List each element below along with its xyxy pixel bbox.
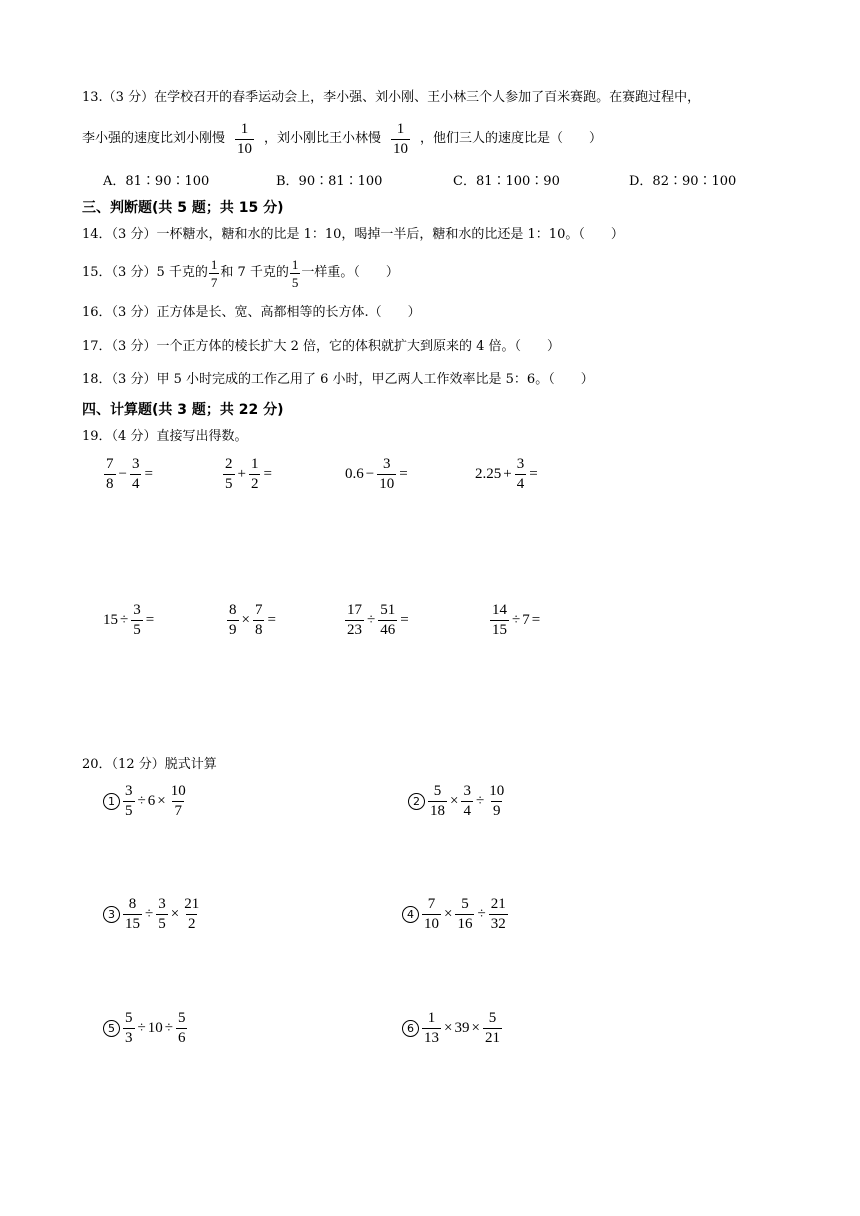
q19-e2-n2: 1 (250, 456, 259, 472)
q15-frac1-num: 1 (210, 256, 218, 272)
circled-number-2: 2 (408, 793, 425, 810)
q19-e5-d2: 5 (133, 622, 141, 638)
q18-text: 18．（3 分）甲 5 小时完成的工作乙用了 6 小时，甲乙两人工作效率比是 5：6。（ ） (82, 372, 594, 387)
q13-text-a: 李小强的速度比刘小刚慢 (82, 131, 226, 146)
q13-line2 (82, 120, 602, 158)
q13-text-b: ，刘小刚比王小林慢 (264, 131, 382, 146)
q20-c6-d1: 13 (424, 1030, 439, 1046)
q19-e2-d1: 5 (225, 476, 233, 492)
q20-c4-op2: ÷ (477, 906, 486, 922)
q19-e4-n2: 3 (516, 456, 525, 472)
q20-calc-2 (408, 784, 507, 819)
q19-e3-n2: 3 (382, 456, 391, 472)
q19-expr-4 (475, 457, 540, 492)
q15-text-c: 一样重。（ ） (301, 265, 399, 280)
q20-c2-d3: 9 (492, 803, 501, 819)
q19-expr-2 (222, 457, 274, 492)
q20-c1-op2: × (157, 793, 166, 809)
q20-c1-mid: 6 (147, 793, 156, 809)
q19-expr-5 (103, 603, 156, 638)
q20-calc-3 (103, 897, 202, 932)
q15-line (82, 255, 399, 291)
q19-e7-eq: = (400, 612, 409, 628)
q19-e7-op: ÷ (367, 612, 376, 628)
q19-e6-eq: = (267, 612, 276, 628)
q20-c2-op1: × (450, 793, 459, 809)
circled-number-4: 4 (402, 906, 419, 923)
q20-c1-n1: 3 (125, 783, 133, 799)
q19-e7-n1: 17 (347, 602, 362, 618)
q20-c6-n3: 5 (488, 1010, 497, 1026)
section-4-heading: 四、计算题(共 3 题；共 22 分) (82, 402, 284, 418)
q13-option-a[interactable]: A．81∶90∶100 (103, 174, 210, 189)
q20-c2-d2: 4 (463, 803, 471, 819)
q20-c5-op1: ÷ (137, 1020, 146, 1036)
q19-e7-n2: 51 (380, 602, 396, 618)
q13-text-c: ，他们三人的速度比是（ ） (420, 131, 603, 146)
q13-option-c[interactable]: C．81∶100∶90 (453, 174, 560, 189)
q15-text-a: 15．（3 分）5 千克的 (82, 265, 208, 280)
q20-c1-n3: 10 (170, 783, 186, 799)
q13-fraction-1 (235, 122, 254, 157)
q13-frac2-den: 10 (393, 140, 409, 157)
q20-c2-d1: 18 (430, 803, 445, 819)
q19-e3-op: − (365, 466, 375, 482)
q19-e1-d2: 4 (131, 476, 140, 492)
q20-c5-mid: 10 (147, 1020, 163, 1036)
q20-calc-1 (103, 784, 189, 819)
q19-e8-eq: = (531, 612, 541, 628)
q20-c3-d1: 15 (125, 916, 140, 932)
q16-text: 16．（3 分）正方体是长、宽、高都相等的长方体.（ ） (82, 305, 421, 320)
q19-e5-eq: = (145, 612, 155, 628)
q20-c3-op2: × (170, 906, 180, 922)
q20-c3-d3: 2 (187, 916, 196, 932)
q20-c6-mid: 39 (454, 1020, 470, 1036)
circled-number-3: 3 (103, 906, 120, 923)
q20-c4-n3: 21 (490, 896, 506, 912)
q19-e6-op: × (241, 612, 250, 628)
q20-c4-op1: × (444, 906, 453, 922)
q19-e1-eq: = (144, 466, 153, 482)
q19-e5-op: ÷ (120, 612, 129, 628)
q15-fraction-2 (290, 258, 301, 289)
q20-c4-d2: 16 (457, 916, 473, 932)
q19-e1-n2: 3 (131, 456, 140, 472)
q13-option-d[interactable]: D．82∶90∶100 (629, 174, 737, 189)
q20-c1-d1: 5 (125, 803, 133, 819)
q19-e4-d2: 4 (516, 476, 525, 492)
q15-fraction-1 (209, 258, 220, 289)
q20-c5-d1: 3 (125, 1030, 133, 1046)
q19-expr-3 (345, 457, 410, 492)
q20-c3-op1: ÷ (145, 906, 154, 922)
q19-e3-eq: = (399, 466, 408, 482)
circled-number-5: 5 (103, 1020, 120, 1037)
circled-number-1: 1 (103, 793, 120, 810)
section-3-heading: 三、判断题(共 5 题；共 15 分) (82, 200, 284, 216)
q19-e6-d2: 8 (254, 622, 263, 638)
q20-c2-n2: 3 (463, 783, 471, 799)
q19-e1-d1: 8 (106, 476, 114, 492)
q19-e1-n1: 7 (106, 456, 114, 472)
q19-e2-op: + (237, 466, 246, 482)
q19-e5-lead: 15 (103, 612, 118, 628)
q20-calc-5 (103, 1011, 188, 1046)
q17-text: 17．（3 分）一个正方体的棱长扩大 2 倍，它的体积就扩大到原来的 4 倍。（ ） (82, 339, 561, 354)
q19-e4-op: + (503, 466, 512, 482)
q20-c6-n1: 1 (427, 1010, 436, 1026)
q19-e5-n2: 3 (133, 602, 141, 618)
q20-text: 20．（12 分）脱式计算 (82, 757, 217, 772)
q20-c3-n1: 8 (128, 896, 137, 912)
q20-c3-n2: 3 (158, 896, 166, 912)
q20-c5-op2: ÷ (164, 1020, 173, 1036)
q13-frac2-num: 1 (396, 120, 405, 137)
q19-e6-n1: 8 (229, 602, 237, 618)
q20-c5-d3: 6 (177, 1030, 186, 1046)
q15-frac2-den: 5 (291, 274, 299, 290)
q15-text-b: 和 7 千克的 (220, 265, 289, 280)
q19-text: 19．（4 分）直接写出得数。 (82, 429, 248, 444)
q13-fraction-2 (391, 122, 410, 157)
q20-c6-op1: × (444, 1020, 453, 1036)
q19-expr-1 (103, 457, 155, 492)
q20-c2-n3: 10 (489, 783, 505, 799)
q20-c2-op2: ÷ (475, 793, 485, 809)
q19-e3-d2: 10 (379, 476, 395, 492)
q15-frac1-den: 7 (210, 274, 218, 290)
q19-e2-d2: 2 (250, 476, 259, 492)
q20-c4-d1: 10 (424, 916, 439, 932)
q19-e2-eq: = (263, 466, 272, 482)
q14-text: 14．（3 分）一杯糖水，糖和水的比是 1：10，喝掉一半后，糖和水的比还是 1：10。（ ） (82, 227, 624, 242)
q19-e8-n1: 14 (492, 602, 507, 618)
q19-e2-n1: 2 (225, 456, 233, 472)
q20-c5-n1: 5 (125, 1010, 133, 1026)
q19-e1-op: − (118, 466, 127, 482)
q19-expr-7 (344, 603, 411, 638)
q20-c6-op2: × (471, 1020, 480, 1036)
q20-c6-d3: 21 (484, 1030, 500, 1046)
q20-c1-op1: ÷ (137, 793, 146, 809)
q20-c4-d3: 32 (490, 916, 506, 932)
q13-line1: 13.（3 分）在学校召开的春季运动会上，李小强、刘小刚、王小林三个人参加了百米赛跑。在赛跑过程中， (82, 90, 701, 105)
q20-c5-n3: 5 (177, 1010, 186, 1026)
q13-option-b[interactable]: B．90∶81∶100 (276, 174, 383, 189)
circled-number-6: 6 (402, 1020, 419, 1037)
q19-expr-8 (489, 603, 542, 638)
q19-e4-eq: = (529, 466, 538, 482)
q20-calc-6 (402, 1011, 503, 1046)
q19-e6-n2: 7 (254, 602, 263, 618)
q19-e8-tail: 7 (522, 612, 530, 628)
q13-frac1-den: 10 (237, 140, 253, 157)
q13-frac1-num: 1 (240, 120, 249, 137)
q19-e7-d1: 23 (347, 622, 362, 638)
q19-e6-d1: 9 (229, 622, 237, 638)
q20-c3-d2: 5 (158, 916, 166, 932)
q19-e3-lead: 0.6 (345, 466, 364, 482)
q20-c4-n2: 5 (461, 896, 469, 912)
q20-c1-d3: 7 (174, 803, 182, 819)
q20-c3-n3: 21 (184, 896, 200, 912)
q19-e8-op: ÷ (512, 612, 521, 628)
q15-frac2-num: 1 (291, 256, 299, 272)
q19-e7-d2: 46 (380, 622, 396, 638)
q19-expr-6 (226, 603, 278, 638)
q20-c2-n1: 5 (433, 783, 442, 799)
q19-e8-d1: 15 (492, 622, 507, 638)
q19-e4-lead: 2.25 (475, 466, 502, 482)
q20-c4-n1: 7 (427, 896, 436, 912)
q20-calc-4 (402, 897, 509, 932)
